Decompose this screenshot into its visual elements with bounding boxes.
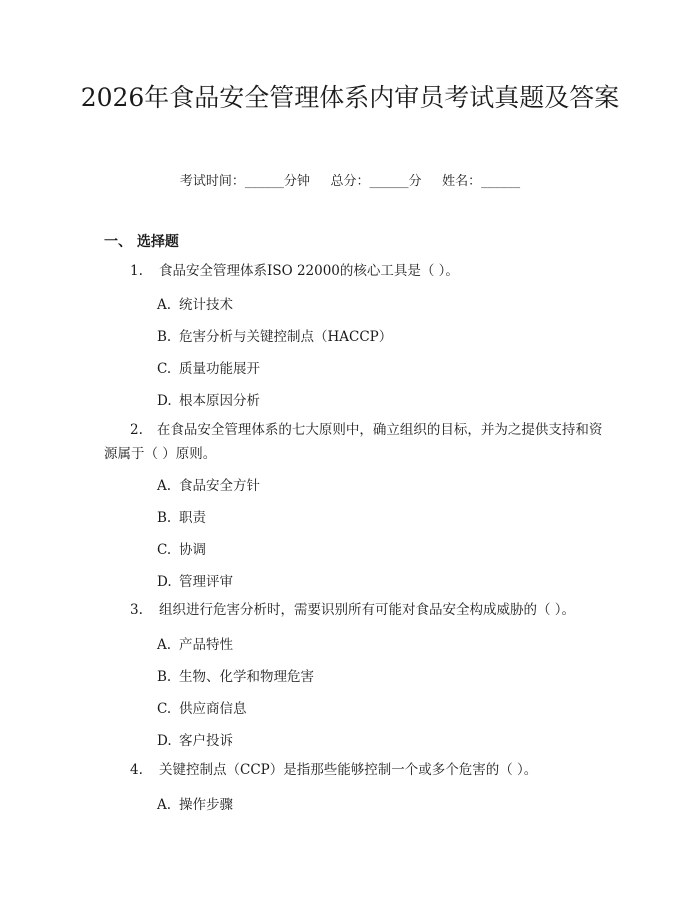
option-letter: A.: [157, 797, 172, 813]
option-letter: A.: [157, 297, 172, 313]
option-b: [157, 506, 206, 526]
question-number: 3.: [130, 602, 143, 618]
document-title: 2026年食品安全管理体系内审员考试真题及答案: [80, 83, 620, 112]
option-d: [157, 729, 233, 749]
option-text: 生物、化学和物理危害: [179, 669, 314, 685]
option-text: 质量功能展开: [179, 361, 260, 377]
option-text: 客户投诉: [179, 733, 233, 749]
option-letter: D.: [157, 393, 172, 409]
option-a: [157, 633, 233, 653]
question-2-body: [104, 418, 604, 466]
option-text: 食品安全方针: [179, 478, 260, 494]
question-text: 在食品安全管理体系的七大原则中，确立组织的目标，并为之提供支持和资源属于（ ）原则。: [104, 422, 603, 462]
option-letter: B.: [157, 669, 172, 685]
option-text: 操作步骤: [179, 797, 233, 813]
option-text: 协调: [179, 542, 206, 558]
option-text: 管理评审: [179, 574, 233, 590]
option-d: [157, 389, 260, 409]
option-letter: D.: [157, 574, 172, 590]
option-letter: C.: [157, 701, 172, 717]
option-a: [157, 474, 260, 494]
option-letter: D.: [157, 733, 172, 749]
exam-info-line: 考试时间：______分钟 总分：______分 姓名：______: [179, 174, 521, 189]
question-number: 4.: [130, 762, 143, 778]
option-text: 职责: [179, 510, 206, 526]
question-text: 食品安全管理体系ISO 22000的核心工具是（ ）。: [159, 263, 459, 279]
question-2: [104, 418, 604, 466]
option-c: [157, 538, 206, 558]
option-d: [157, 570, 233, 590]
option-letter: A.: [157, 637, 172, 653]
option-letter: C.: [157, 542, 172, 558]
option-c: [157, 697, 247, 717]
section-heading: 一、 选择题: [104, 234, 179, 250]
question-number: 2.: [130, 422, 143, 438]
option-text: 供应商信息: [179, 701, 247, 717]
question-text: 组织进行危害分析时，需要识别所有可能对食品安全构成威胁的（ ）。: [159, 602, 576, 618]
option-letter: B.: [157, 510, 172, 526]
option-b: [157, 665, 314, 685]
option-c: [157, 357, 260, 377]
option-text: 产品特性: [179, 637, 233, 653]
option-a: [157, 293, 233, 313]
option-text: 根本原因分析: [179, 393, 260, 409]
option-letter: C.: [157, 361, 172, 377]
option-letter: A.: [157, 478, 172, 494]
option-a: [157, 793, 233, 813]
question-text: 关键控制点（CCP）是指那些能够控制一个或多个危害的（ ）。: [159, 762, 538, 778]
option-letter: B.: [157, 329, 172, 345]
option-text: 危害分析与关键控制点（HACCP）: [179, 329, 393, 345]
question-number: 1.: [130, 263, 143, 279]
option-b: [157, 325, 392, 345]
option-text: 统计技术: [179, 297, 233, 313]
